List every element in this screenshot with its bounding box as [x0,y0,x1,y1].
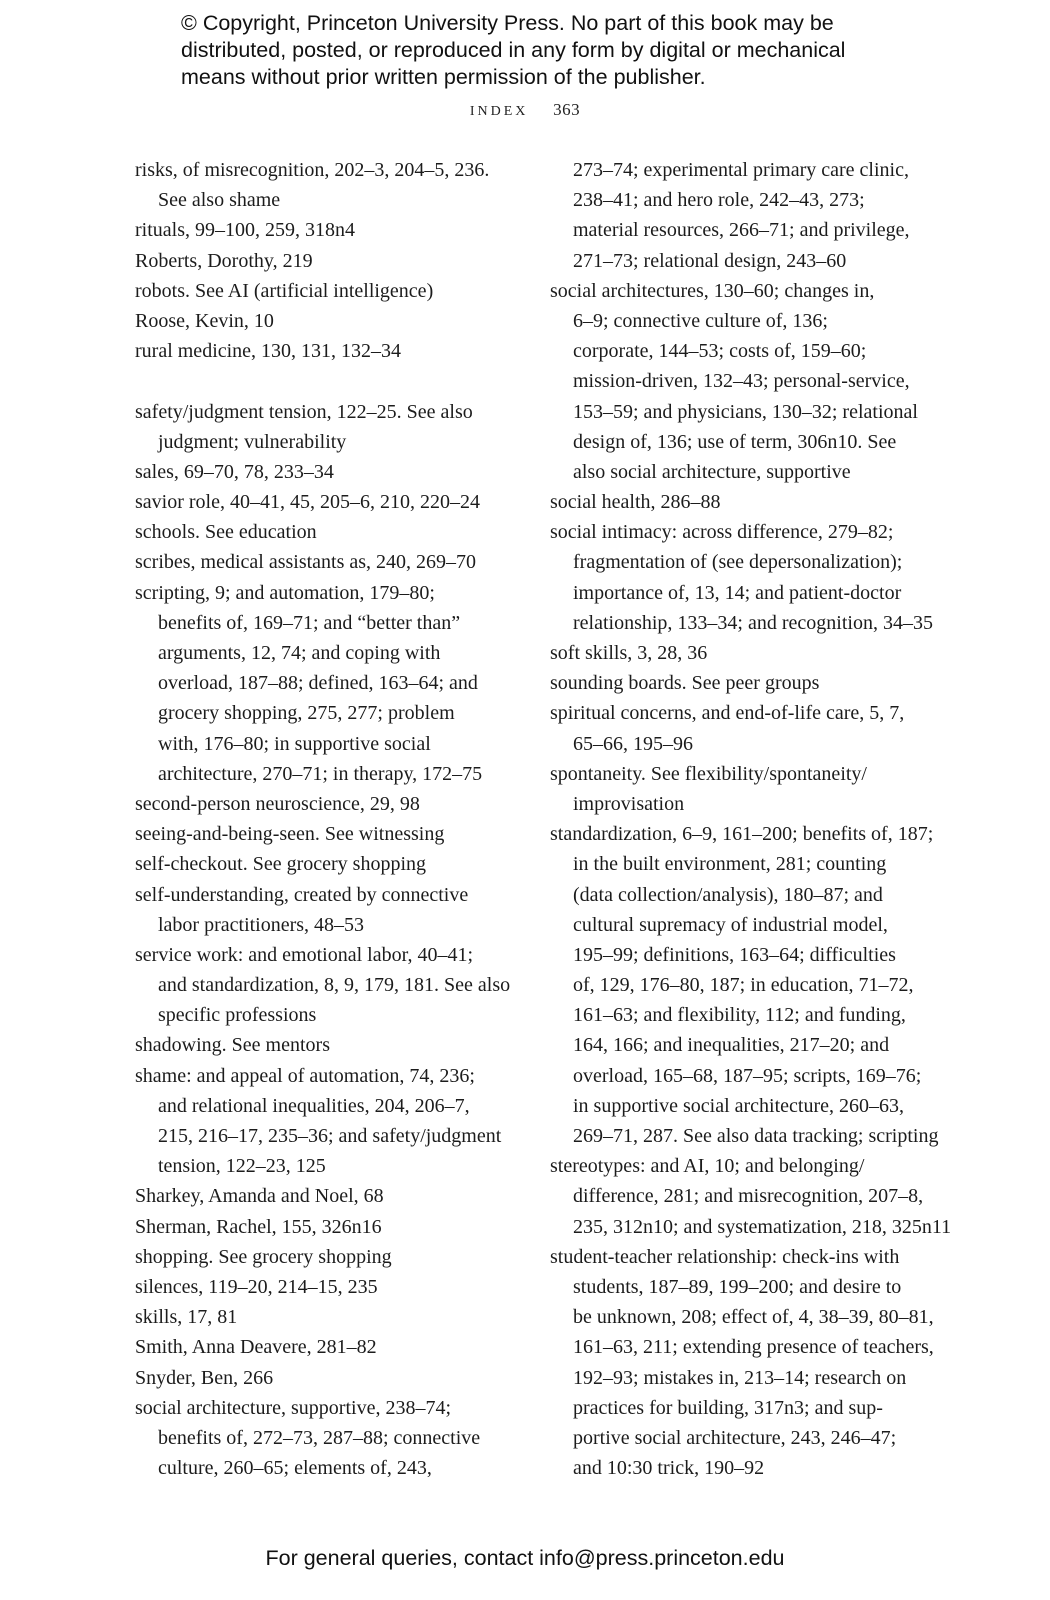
index-line: standardization, 6–9, 161–200; benefits of, 187; [550,823,934,846]
index-line: overload, 165–68, 187–95; scripts, 169–76; [573,1064,922,1087]
index-column-left [135,155,510,1483]
index-line: shadowing. See mentors [135,1034,330,1057]
index-line: See also shame [158,189,281,212]
index-line: 271–73; relational design, 243–60 [573,249,847,272]
index-line: 164, 166; and inequalities, 217–20; and [573,1034,890,1057]
index-line: in the built environment, 281; counting [573,853,887,876]
index-line: (data collection/analysis), 180–87; and [573,883,883,906]
index-line: be unknown, 208; effect of, 4, 38–39, 80–81, [573,1306,934,1329]
index-line: 215, 216–17, 235–36; and safety/judgment [158,1125,502,1147]
index-line: relationship, 133–34; and recognition, 34–35 [573,611,933,634]
index-line: benefits of, 169–71; and “better than” [158,611,461,634]
copyright-notice [181,10,901,91]
index-line: sounding boards. See peer groups [550,672,820,695]
index-line: benefits of, 272–73, 287–88; connective [158,1426,481,1449]
index-column-right [550,155,952,1483]
index-line: 235, 312n10; and systematization, 218, 325n11 [573,1215,952,1238]
index-line: with, 176–80; in supportive social [158,732,431,755]
index-line: portive social architecture, 243, 246–47; [573,1426,897,1449]
index-line: and 10:30 trick, 190–92 [573,1457,765,1480]
index-line: risks, of misrecognition, 202–3, 204–5, 236. [135,159,490,181]
section-title: INDEX [469,104,529,119]
index-line: 192–93; mistakes in, 213–14; research on [573,1366,907,1389]
index-line: culture, 260–65; elements of, 243, [158,1457,432,1480]
index-line: seeing-and-being-seen. See witnessing [135,823,445,846]
index-line: social health, 286–88 [550,491,721,514]
index-line: 161–63; and flexibility, 112; and funding, [573,1004,906,1027]
index-line: service work: and emotional labor, 40–41; [135,943,473,966]
index-line: shame: and appeal of automation, 74, 236; [135,1064,475,1087]
index-line: student-teacher relationship: check-ins with [550,1245,900,1268]
index-line: scripting, 9; and automation, 179–80; [135,581,435,604]
index-line: importance of, 13, 14; and patient-doctor [573,581,902,604]
index-line: architecture, 270–71; in therapy, 172–75 [158,762,483,785]
index-line: skills, 17, 81 [135,1306,238,1329]
index-line: corporate, 144–53; costs of, 159–60; [573,340,867,363]
index-line: grocery shopping, 275, 277; problem [158,702,455,725]
index-line: silences, 119–20, 214–15, 235 [135,1275,378,1298]
index-line: and standardization, 8, 9, 179, 181. See also [158,974,511,997]
index-line: 6–9; connective culture of, 136; [573,309,828,332]
index-line: stereotypes: and AI, 10; and belonging/ [550,1155,865,1178]
index-line: second-person neuroscience, 29, 98 [135,792,420,815]
running-head [0,100,1050,120]
index-line: shopping. See grocery shopping [135,1245,392,1268]
index-line: material resources, 266–71; and privilege, [573,219,910,242]
index-line: improvisation [573,792,685,815]
index-line: spontaneity. See flexibility/spontaneity/ [550,762,867,785]
index-line: 65–66, 195–96 [573,732,693,755]
copyright-line: distributed, posted, or reproduced in any form by digital or mechanical [181,38,846,62]
copyright-line: © Copyright, Princeton University Press. No part of this book may be [181,11,834,35]
index-line: social architectures, 130–60; changes in, [550,279,875,302]
index-line: tension, 122–23, 125 [158,1155,326,1178]
index-line: specific professions [158,1004,317,1027]
index-line: practices for building, 317n3; and sup- [573,1396,883,1419]
index-line: 273–74; experimental primary care clinic, [573,159,909,181]
index-line: rituals, 99–100, 259, 318n4 [135,219,355,242]
index-line: overload, 187–88; defined, 163–64; and [158,672,478,695]
index-line: and relational inequalities, 204, 206–7, [158,1094,470,1117]
index-line: schools. See education [135,521,317,544]
index-line: spiritual concerns, and end-of-life care, 5, 7, [550,702,905,725]
index-line: Sharkey, Amanda and Noel, 68 [135,1185,384,1208]
page-number: 363 [553,100,581,119]
index-line: 195–99; definitions, 163–64; difficulties [573,943,896,966]
index-line: savior role, 40–41, 45, 205–6, 210, 220–24 [135,491,480,514]
index-line [135,366,510,396]
index-line: of, 129, 176–80, 187; in education, 71–72, [573,974,914,997]
index-line: Smith, Anna Deavere, 281–82 [135,1336,377,1359]
index-line: social intimacy: across difference, 279–82; [550,521,894,544]
index-line: 161–63, 211; extending presence of teachers, [573,1336,934,1359]
index-line: design of, 136; use of term, 306n10. See [573,430,897,453]
index-line: 153–59; and physicians, 130–32; relational [573,400,918,423]
index-line: scribes, medical assistants as, 240, 269–70 [135,551,477,574]
index-line: labor practitioners, 48–53 [158,913,365,936]
index-line: sales, 69–70, 78, 233–34 [135,460,334,483]
index-line: safety/judgment tension, 122–25. See also [135,400,473,423]
index-line: also social architecture, supportive [573,460,851,483]
index-line: robots. See AI (artificial intelligence) [135,279,434,302]
index-line: rural medicine, 130, 131, 132–34 [135,340,402,363]
index-line: self-checkout. See grocery shopping [135,853,427,876]
index-line: 269–71, 287. See also data tracking; scripting [573,1125,939,1147]
index-line: mission-driven, 132–43; personal-service, [573,370,910,393]
index-line: self-understanding, created by connective [135,883,469,906]
index-line: Roberts, Dorothy, 219 [135,249,313,272]
index-line: cultural supremacy of industrial model, [573,913,888,936]
index-line: difference, 281; and misrecognition, 207–8, [573,1185,924,1208]
copyright-line: means without prior written permission of the publisher. [181,65,706,89]
index-line: soft skills, 3, 28, 36 [550,642,708,664]
index-line: in supportive social architecture, 260–63, [573,1094,905,1117]
index-line: judgment; vulnerability [158,430,347,453]
index-line: arguments, 12, 74; and coping with [158,642,441,664]
index-line: social architecture, supportive, 238–74; [135,1396,452,1419]
index-line: students, 187–89, 199–200; and desire to [573,1275,902,1298]
index-line: Roose, Kevin, 10 [135,309,274,332]
index-line: Snyder, Ben, 266 [135,1366,274,1389]
footer-contact: For general queries, contact info@press.princeton.edu [265,1546,785,1570]
index-line: fragmentation of (see depersonalization); [573,551,903,574]
index-line: 238–41; and hero role, 242–43, 273; [573,189,865,212]
index-line: Sherman, Rachel, 155, 326n16 [135,1215,382,1238]
